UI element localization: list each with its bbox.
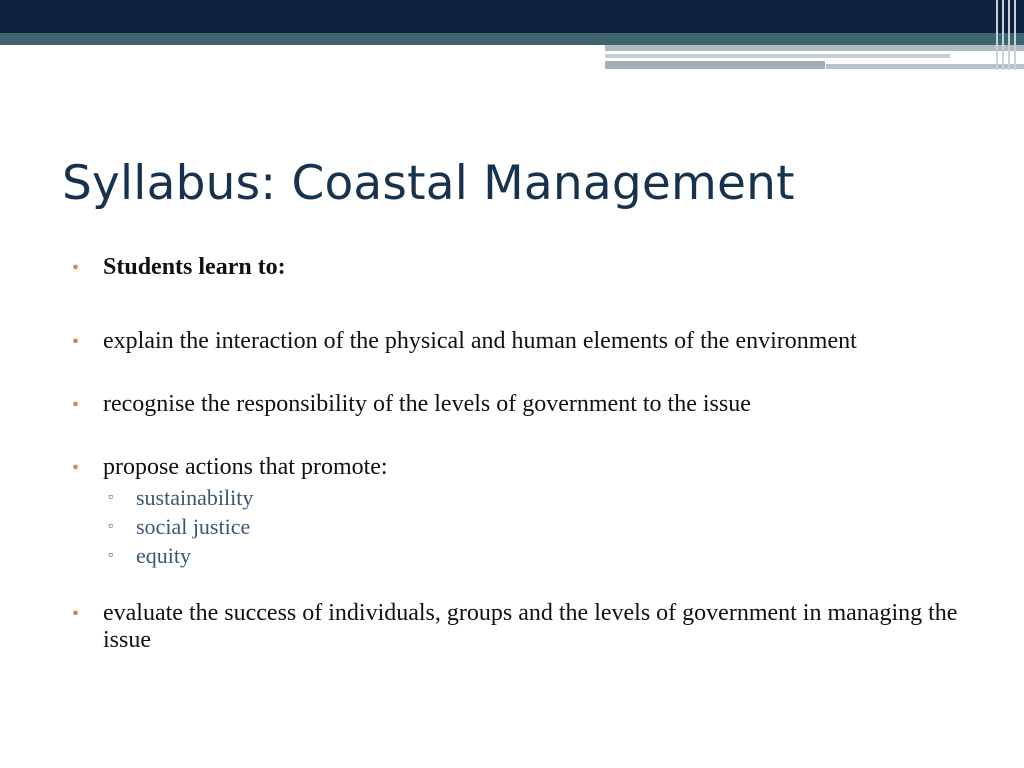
sub-bullet-text: sustainability <box>136 485 254 510</box>
square-bullet-icon: ▫ <box>108 490 113 505</box>
bullet-icon: • <box>72 394 80 416</box>
bullet-list <box>72 254 972 654</box>
square-bullet-icon: ▫ <box>108 519 113 534</box>
header-teal-band <box>0 33 1024 45</box>
sub-bullet-text: social justice <box>136 514 251 539</box>
header-edge-lines <box>992 0 1024 70</box>
header-divider <box>0 45 605 49</box>
list-item <box>72 254 972 281</box>
header-accent-bar <box>605 45 1024 51</box>
sub-bullet-text: equity <box>136 543 191 568</box>
bullet-icon: • <box>72 257 80 279</box>
header-accent-bar <box>605 61 825 69</box>
bullet-icon: • <box>72 457 80 479</box>
list-item <box>72 454 972 570</box>
bullet-text: recognise the responsibility of the levels of government to the issue <box>103 391 751 417</box>
header-dark-band <box>0 0 1024 33</box>
slide-title: Syllabus: Coastal Management <box>62 156 795 211</box>
bullet-text: propose actions that promote: <box>103 454 388 480</box>
sub-bullet-list <box>103 483 972 570</box>
bullet-icon: • <box>72 331 80 353</box>
bullet-icon: • <box>72 603 80 625</box>
sub-list-item <box>103 483 972 512</box>
header-accent-bar <box>605 54 950 58</box>
bullet-text: explain the interaction of the physical and human elements of the environment <box>103 328 857 354</box>
bullet-text: evaluate the success of individuals, groups and the levels of government in managing the issue <box>103 600 958 653</box>
list-item <box>72 391 972 418</box>
sub-list-item <box>103 512 972 541</box>
list-item <box>72 328 972 355</box>
heading-bullet-text: Students learn to: <box>103 254 286 280</box>
list-item <box>72 600 972 654</box>
square-bullet-icon: ▫ <box>108 548 113 563</box>
sub-list-item <box>103 541 972 570</box>
